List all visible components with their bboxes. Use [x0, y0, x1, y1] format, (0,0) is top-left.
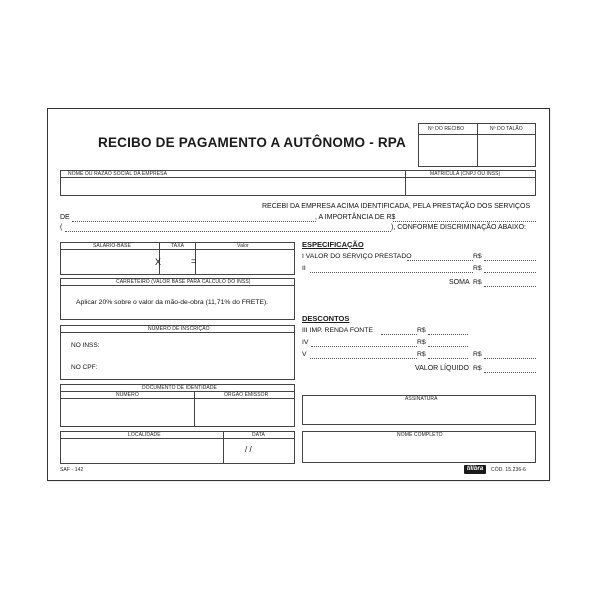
value-label: Valor — [237, 243, 249, 249]
date-label: DATA — [252, 432, 265, 438]
footer-product-code: CÓD. 15.236-6 — [491, 467, 526, 473]
locality-field[interactable] — [61, 439, 222, 463]
discount-item-5: V — [302, 351, 307, 358]
net-value-label: VALOR LÍQUIDO — [415, 365, 469, 372]
company-name-label: NOME OU RAZÃO SOCIAL DA EMPRESA — [68, 171, 168, 177]
statement-amount: , A IMPORTÂNCIA DE R$ — [315, 214, 396, 221]
full-name-label: NOME COMPLETO — [397, 432, 443, 438]
date-field[interactable] — [224, 439, 294, 463]
cpf-field[interactable] — [103, 361, 288, 375]
rate-label: TAXA — [171, 243, 185, 249]
spec-item-2-value[interactable] — [484, 272, 536, 273]
discount-item-3-dotted-line — [381, 334, 417, 335]
registration-label: MATRÍCULA (CNPJ OU INSS) — [430, 171, 501, 177]
locality-label: LOCALIDADE — [128, 432, 161, 438]
times-symbol: X — [155, 257, 162, 267]
freight-label: CARRETEIRO (VALOR BASE PARA CÁLCULO DO INSS) — [116, 279, 251, 285]
net-value-currency: R$ — [473, 365, 482, 372]
statement-de: DE — [60, 214, 70, 221]
discount-item-5-value[interactable] — [428, 358, 468, 359]
amount-dotted-line[interactable] — [393, 221, 536, 222]
salary-base-label: SALÁRIO-BASE — [93, 243, 131, 249]
spec-item-1: I VALOR DO SERVIÇO PRESTADO — [302, 253, 412, 260]
form-title: RECIBO DE PAGAMENTO A AUTÔNOMO - RPA — [98, 135, 406, 150]
statement-close: ), CONFORME DISCRIMINAÇÃO ABAIXO: — [391, 224, 526, 231]
freight-text: Aplicar 20% sobre o valor da mão-de-obra (11,71% do FRETE). — [76, 299, 269, 306]
discount-item-4: IV — [302, 339, 309, 346]
services-dotted-line[interactable] — [72, 221, 316, 222]
talao-number-field[interactable] — [478, 135, 535, 166]
talao-number-label: Nº DO TALÃO — [490, 126, 523, 132]
spec-item-2-currency: R$ — [473, 265, 482, 272]
issuer-field[interactable] — [195, 399, 294, 426]
receipt-number-label: Nº DO RECIBO — [428, 126, 465, 132]
rpa-receipt-form — [47, 108, 550, 481]
sum-label: SOMA — [449, 279, 470, 286]
registration-number-header-line — [60, 332, 295, 333]
discount-item-3-value[interactable] — [428, 334, 468, 335]
net-value-field[interactable] — [484, 372, 536, 373]
spec-item-1-value[interactable] — [484, 260, 536, 261]
spec-item-1-currency: R$ — [473, 253, 482, 260]
discount-item-4-value[interactable] — [428, 346, 468, 347]
inss-label: NO INSS: — [71, 342, 100, 349]
signature-field[interactable] — [303, 403, 535, 424]
amount-in-words-dotted-line[interactable] — [65, 231, 391, 232]
date-slashes: / / — [245, 445, 252, 454]
discount-total-currency: R$ — [473, 351, 482, 358]
cpf-label: NO CPF: — [71, 364, 98, 371]
sum-value[interactable] — [484, 286, 536, 287]
discount-total-value[interactable] — [484, 358, 536, 359]
statement-line1: RECEBI DA EMPRESA ACIMA IDENTIFICADA, PELA PRESTAÇÃO DOS SERVIÇOS — [262, 203, 531, 210]
discount-item-4-currency: R$ — [417, 339, 426, 346]
registration-number-label: NÚMERO DE INSCRIÇÃO — [148, 326, 210, 332]
id-number-field[interactable] — [61, 399, 193, 426]
equals-symbol: = — [191, 256, 197, 266]
discount-item-3-currency: R$ — [417, 327, 426, 334]
inss-field[interactable] — [103, 339, 288, 353]
discount-item-3: III IMP. RENDA FONTE — [302, 327, 373, 334]
receipt-number-field[interactable] — [419, 135, 476, 166]
tilibra-logo: tilibra — [464, 465, 486, 474]
spec-item-1-dotted-line — [407, 260, 473, 261]
sum-currency: R$ — [473, 279, 482, 286]
discount-item-5-dotted-line[interactable] — [310, 358, 417, 359]
registration-field[interactable] — [406, 178, 535, 195]
id-document-label: DOCUMENTO DE IDENTIDADE — [142, 385, 217, 391]
statement-open-paren: ( — [60, 224, 63, 231]
spec-item-2: II — [302, 265, 306, 272]
footer-left-code: SAF - 142 — [60, 467, 84, 473]
company-name-field[interactable] — [61, 178, 404, 195]
id-number-label: NÚMERO — [116, 392, 139, 398]
salary-box-header-line — [60, 249, 295, 250]
issuer-label: ÓRGÃO EMISSOR — [224, 392, 269, 398]
full-name-field[interactable] — [303, 439, 535, 462]
discount-item-5-currency: R$ — [417, 351, 426, 358]
specification-title: ESPECIFICAÇÃO — [302, 240, 364, 249]
freight-box-header-line — [60, 285, 295, 286]
discounts-title: DESCONTOS — [302, 314, 350, 323]
spec-item-2-dotted-line[interactable] — [310, 272, 473, 273]
signature-label: ASSINATURA — [405, 396, 438, 402]
discount-item-4-dotted-line[interactable] — [311, 346, 417, 347]
